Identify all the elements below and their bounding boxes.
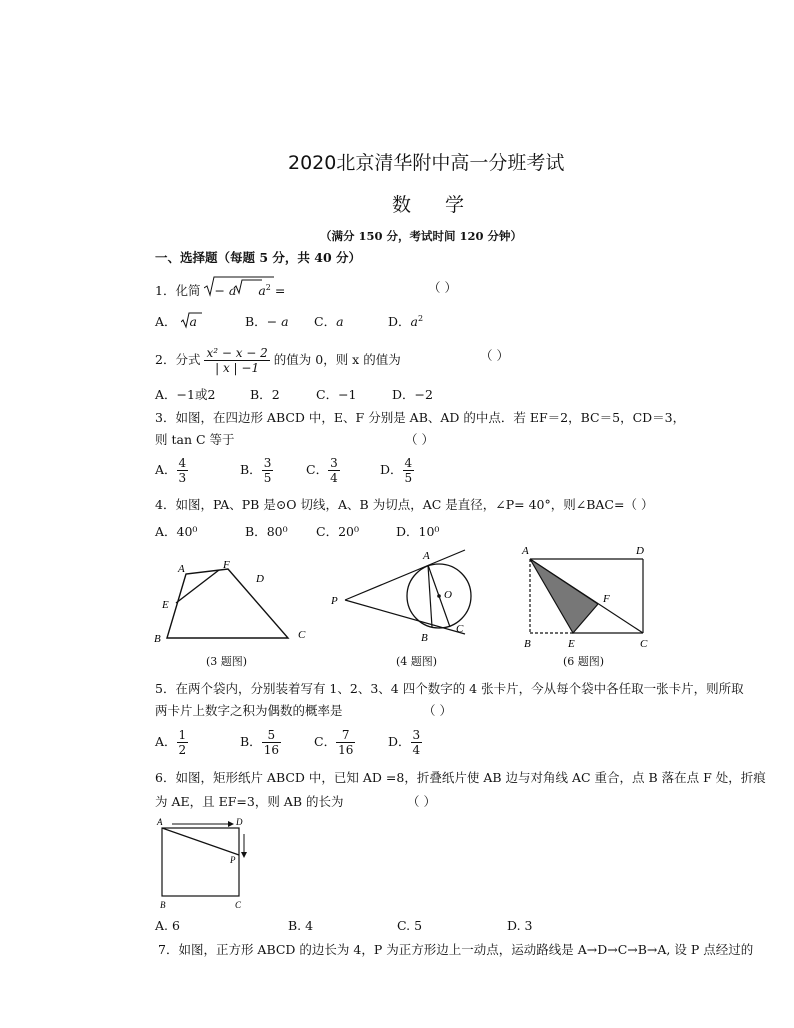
fig6s-label-p: P (230, 855, 236, 865)
q4-option-a[interactable]: A．40⁰ (155, 524, 198, 539)
figure-q3 (150, 556, 320, 654)
radical-sign-icon (204, 276, 276, 298)
q7-line1: 7．如图，正方形 ABCD 的边长为 4，P 为正方形边上一动点，运动路线是 A→D→C→B→A, 设 P 点经过的 (158, 942, 754, 957)
fig6-label-f: F (603, 593, 610, 605)
q3-option-c[interactable]: C． $\frac{3}{4}$ (306, 456, 338, 485)
fig3-label-f: F (223, 559, 230, 571)
fig3-caption: (3 题图) (206, 655, 248, 668)
fig3-label-c: C (298, 629, 306, 641)
q3-answer-paren: （ ） (405, 432, 434, 447)
radical-sign-icon (181, 312, 203, 330)
q6-line1: 6．如图，矩形纸片 ABCD 中，已知 AD =8，折叠纸片使 AB 边与对角线 AC 重合，点 B 落在点 F 处，折痕 (155, 770, 766, 785)
q1-option-a[interactable]: A． a (155, 312, 197, 330)
q4-option-b[interactable]: B．80⁰ (245, 524, 288, 539)
q6-option-b[interactable]: B. 4 (288, 918, 314, 933)
q5-answer-paren: （ ） (423, 703, 452, 718)
q5-line2: 两卡片上数字之积为偶数的概率是 (155, 703, 343, 718)
figure-q4 (325, 548, 475, 646)
fig6s-label-d: D (236, 817, 243, 827)
q2-answer-paren: （ ） (480, 348, 509, 363)
q5-option-b[interactable]: B． $\frac{5}{16}$ (240, 728, 279, 757)
fig6-label-e: E (568, 638, 575, 650)
fig4-label-a: A (423, 550, 430, 562)
q4-stem: 4．如图，PA、PB 是⊙O 切线，A、B 为切点，AC 是直径，∠P= 40°，则∠BAC=（ ） (155, 497, 654, 512)
fig6-label-c: C (640, 638, 648, 650)
q6-option-c[interactable]: C. 5 (397, 918, 423, 933)
figure-q6 (518, 542, 658, 652)
q3-option-b[interactable]: B． $\frac{3}{5}$ (240, 456, 272, 485)
q5-line1: 5．在两个袋内，分别装着写有 1、2、3、4 四个数字的 4 张卡片，今从每个袋中各任取一张卡片，则所取 (155, 681, 744, 696)
fig4-label-c: C (456, 623, 464, 635)
exam-info: （满分 150 分，考试时间 120 分钟） (320, 229, 523, 243)
fig6-label-a: A (522, 545, 529, 557)
q2-option-a[interactable]: A．−1或2 (155, 387, 216, 402)
fig6-label-d: D (636, 545, 644, 557)
fig4-label-b: B (421, 632, 428, 644)
fig6-label-b: B (524, 638, 531, 650)
q1-stem: 1．化简 − a $a^2$ = (155, 280, 285, 299)
fig4-label-p: P (331, 595, 338, 607)
q6-option-a[interactable]: A. 6 (155, 918, 180, 933)
figure-q6-square (152, 814, 262, 914)
q5-option-d[interactable]: D． $\frac{3}{4}$ (388, 728, 421, 757)
q1-answer-paren: （ ） (428, 280, 457, 295)
q2-fraction: $\frac{\text{x² − x − 2}}{| x | -1}$ (206, 346, 268, 375)
fig6s-label-b: B (160, 900, 166, 910)
q2-option-d[interactable]: D．−2 (392, 387, 433, 402)
q6-answer-paren: （ ） (407, 794, 436, 809)
q6-option-d[interactable]: D. 3 (507, 918, 533, 933)
exam-title: 2020北京清华附中高一分班考试 (288, 152, 565, 174)
fig4-label-o: O (444, 589, 452, 601)
fig4-caption: (4 题图) (396, 655, 438, 668)
fig3-label-b: B (154, 633, 161, 645)
q6-line2: 为 AE，且 EF=3，则 AB 的长为 (155, 794, 344, 809)
fig6s-label-c: C (235, 900, 242, 910)
q3-line2: 则 tan C 等于 (155, 432, 235, 447)
q1-radical: − a $a^2$ (204, 280, 270, 299)
q4-option-d[interactable]: D．10⁰ (396, 524, 440, 539)
subject-title: 数学 (392, 194, 499, 216)
q5-option-c[interactable]: C． $\frac{7}{16}$ (314, 728, 354, 757)
q1-option-c[interactable]: C．a (314, 314, 344, 329)
q3-line1: 3．如图，在四边形 ABCD 中，E、F 分别是 AB、AD 的中点．若 EF＝2，BC＝5，CD＝3， (155, 410, 686, 425)
fig3-label-e: E (162, 599, 169, 611)
q2-option-b[interactable]: B．2 (250, 387, 280, 402)
q1-option-d[interactable]: D．$a^2$ (388, 313, 424, 329)
fig3-label-a: A (178, 563, 185, 575)
fig6-caption: (6 题图) (563, 655, 605, 668)
q4-option-c[interactable]: C．20⁰ (316, 524, 359, 539)
q3-option-d[interactable]: D． $\frac{4}{5}$ (380, 456, 413, 485)
q2-option-c[interactable]: C．−1 (316, 387, 357, 402)
q5-option-a[interactable]: A． $\frac{1}{2}$ (155, 728, 187, 757)
section-heading: 一、选择题（每题 5 分，共 40 分） (155, 250, 362, 265)
q1-option-b[interactable]: B．− a (245, 314, 289, 329)
fig3-label-d: D (256, 573, 264, 585)
q3-option-a[interactable]: A． $\frac{4}{3}$ (155, 456, 187, 485)
q2-stem: 2．分式 $\frac{\text{x² − x − 2}}{| x | -1}$ 的值为 0，则 x 的值为 (155, 346, 401, 375)
fig6s-label-a: A (157, 817, 163, 827)
